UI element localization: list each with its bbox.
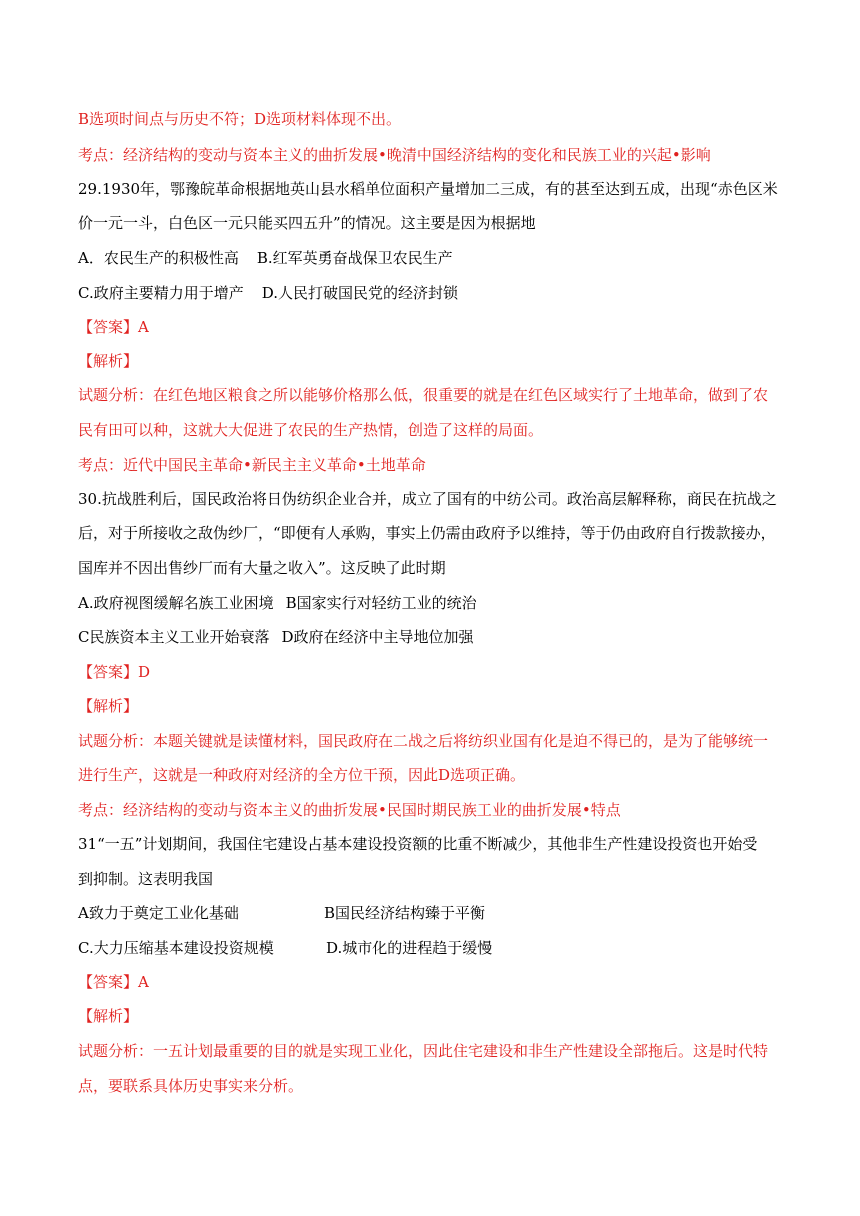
q29-stem-line1: 29.1930年，鄂豫皖革命根据地英山县水稻单位面积产量增加二三成，有的甚至达到五成，出现“赤色区米 — [78, 180, 778, 198]
q31-options-row1 — [78, 902, 485, 924]
q30-analysis-line2: 进行生产，这就是一种政府对经济的全方位干预，因此D选项正确。 — [78, 766, 526, 784]
q29-option-b: B.红军英勇奋战保卫农民生产 — [256, 249, 453, 267]
q29-answer: 【答案】A — [78, 318, 149, 336]
q29-analysis-line1: 试题分析：在红色地区粮食之所以能够价格那么低，很重要的就是在红色区域实行了土地革命，做到了农 — [78, 386, 769, 404]
q31-stem-line2: 到抑制。这表明我国 — [78, 870, 214, 888]
q31-stem-line1: 31“一五”计划期间，我国住宅建设占基本建设投资额的比重不断减少，其他非生产性建设投资也开始受 — [78, 835, 758, 853]
prev-kaodian: 考点：经济结构的变动与资本主义的曲折发展•晚清中国经济结构的变化和民族工业的兴起•影响 — [78, 146, 711, 164]
q29-stem-line2: 价一元一斗，白色区一元只能买四五升”的情况。这主要是因为根据地 — [78, 214, 536, 232]
q31-answer: 【答案】A — [78, 973, 149, 991]
q30-option-c: C民族资本主义工业开始衰落 — [78, 628, 270, 646]
q29-kaodian: 考点：近代中国民主革命•新民主主义革命•土地革命 — [78, 456, 426, 474]
q31-option-a: A致力于奠定工业化基础 — [78, 904, 239, 922]
q29-options-row2 — [78, 282, 458, 304]
q30-options-row1 — [78, 592, 477, 614]
q30-option-b: B国家实行对轻纺工业的统治 — [285, 594, 477, 612]
q29-option-c: C.政府主要精力用于增产 — [78, 284, 244, 302]
q29-analysis-line2: 民有田可以种，这就大大促进了农民的生产热情，创造了这样的局面。 — [78, 421, 544, 439]
q31-option-d: D.城市化的进程趋于缓慢 — [326, 939, 493, 957]
q31-option-b: B国民经济结构臻于平衡 — [324, 904, 486, 922]
q30-analysis-label: 【解析】 — [78, 697, 139, 715]
q31-option-c: C.大力压缩基本建设投资规模 — [78, 939, 274, 957]
q31-options-row2 — [78, 937, 492, 959]
q30-kaodian: 考点：经济结构的变动与资本主义的曲折发展•民国时期民族工业的曲折发展•特点 — [78, 801, 621, 819]
q29-options-row1 — [78, 247, 453, 269]
q30-stem-line1: 30.抗战胜利后，国民政治将日伪纺织企业合并，成立了国有的中纺公司。政治高层解释称，商民在抗战之 — [78, 490, 777, 508]
q30-analysis-line1: 试题分析：本题关键就是读懂材料，国民政府在二战之后将纺织业国有化是迫不得已的，是为了能够统一 — [78, 732, 769, 750]
q30-answer: 【答案】D — [78, 663, 151, 681]
q31-analysis-line1: 试题分析：一五计划最重要的目的就是实现工业化，因此住宅建设和非生产性建设全部拖后。这是时代特 — [78, 1042, 769, 1060]
q30-stem-line3: 国库并不因出售纱厂而有大量之收入”。这反映了此时期 — [78, 559, 446, 577]
q30-option-a: A.政府视图缓解名族工业困境 — [78, 594, 274, 612]
q30-options-row2 — [78, 626, 474, 648]
q29-option-d: D.人民打破国民党的经济封锁 — [261, 284, 458, 302]
q29-option-a: A．农民生产的积极性高 — [78, 249, 239, 267]
q30-stem-line2: 后，对于所接收之敌伪纱厂，“即便有人承购，事实上仍需由政府予以维持，等于仍由政府自行拨款接办， — [78, 524, 776, 542]
prev-analysis-tail: B选项时间点与历史不符；D选项材料体现不出。 — [78, 110, 402, 128]
q29-analysis-label: 【解析】 — [78, 352, 139, 370]
q31-analysis-line2: 点，要联系具体历史事实来分析。 — [78, 1077, 304, 1095]
q31-analysis-label: 【解析】 — [78, 1007, 139, 1025]
q30-option-d: D政府在经济中主导地位加强 — [281, 628, 474, 646]
